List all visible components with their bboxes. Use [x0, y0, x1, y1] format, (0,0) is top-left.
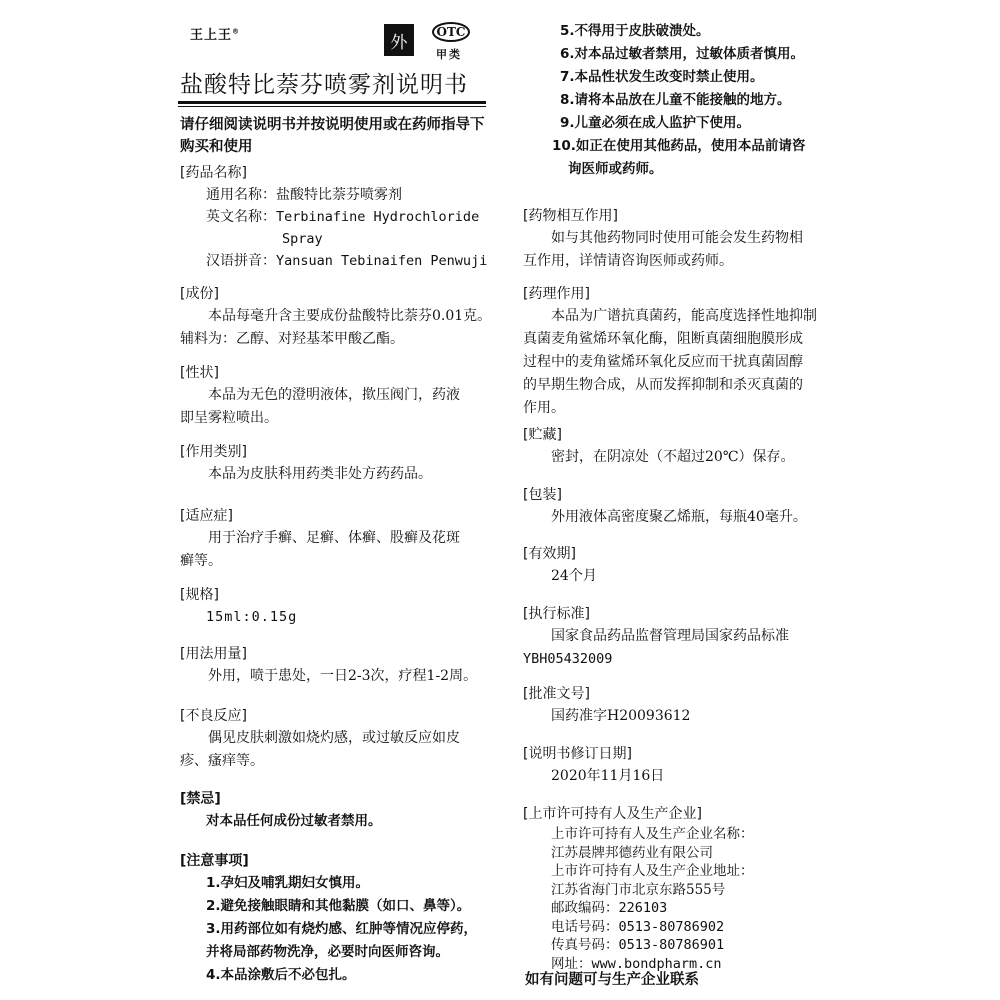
section-heading: [性状] [180, 365, 219, 381]
section-contraindications [180, 788, 500, 833]
section-pharmacology [523, 283, 843, 420]
generic-name-value: 盐酸特比萘芬喷雾剂 [276, 187, 402, 203]
section-package [523, 484, 843, 529]
manufacturer-name: 江苏晨牌邦德药业有限公司 [551, 844, 713, 861]
otc-class-label: 甲类 [436, 48, 462, 61]
precautions-item-10 [552, 135, 852, 181]
phone-label: 电话号码： [551, 918, 619, 935]
body-text: 本品每毫升含主要成份盐酸特比萘芬0.01克。 [208, 308, 492, 324]
section-heading: [执行标准] [523, 606, 590, 622]
section-heading: [贮藏] [523, 427, 562, 443]
body-text: 本品为无色的澄明液体，揿压阀门，药液 [208, 387, 460, 403]
body-text: 如与其他药物同时使用可能会发生药物相 [551, 230, 803, 246]
precaution-item: 7.本品性状发生改变时禁止使用。 [560, 69, 764, 85]
body-text: 对本品任何成份过敏者禁用。 [206, 813, 382, 829]
section-heading: [包装] [523, 487, 562, 503]
section-precautions [180, 850, 510, 987]
section-ingredients [180, 283, 500, 351]
section-dosage [180, 643, 500, 688]
external-use-badge: 外 [384, 24, 414, 56]
section-category [180, 441, 500, 486]
body-text: 癣等。 [180, 553, 222, 569]
body-text: 偶见皮肤刺激如烧灼感，或过敏反应如皮 [208, 730, 460, 746]
body-text: 本品为广谱抗真菌药，能高度选择性地抑制 [551, 308, 817, 324]
website-link[interactable]: www.bondpharm.cn [591, 955, 722, 972]
body-text: 密封，在阴凉处（不超过20℃）保存。 [551, 449, 795, 465]
brand-logo [190, 24, 240, 43]
precautions-continued [560, 20, 860, 135]
section-heading: [不良反应] [180, 708, 247, 724]
body-text: 作用。 [523, 400, 565, 416]
section-heading: [药理作用] [523, 286, 590, 302]
spec-value: 15ml:0.15g [206, 609, 298, 625]
section-heading: [注意事项] [180, 853, 249, 869]
generic-name-label: 通用名称： [206, 187, 276, 203]
document-title: 盐酸特比萘芬喷雾剂说明书 [180, 72, 468, 98]
body-text: 外用液体高密度聚乙烯瓶，每瓶40毫升。 [551, 509, 807, 525]
section-validity [523, 543, 843, 588]
section-adverse [180, 705, 500, 773]
precaution-item-cont: 并将局部药物洗净，必要时向医师咨询。 [206, 944, 449, 960]
precaution-item: 10.如正在使用其他药品，使用本品前请咨 [552, 138, 806, 154]
precaution-item: 4.本品涂敷后不必包扎。 [206, 967, 356, 983]
section-manufacturer [523, 803, 853, 973]
section-heading: [上市许可持有人及生产企业] [523, 806, 702, 822]
website-label: 网址： [551, 955, 592, 972]
body-text: 真菌麦角鲨烯环氧化酶，阻断真菌细胞膜形成 [523, 331, 803, 347]
revision-date: 2020年11月16日 [551, 768, 665, 784]
precaution-item: 1.孕妇及哺乳期妇女慎用。 [206, 875, 370, 891]
postcode-label: 邮政编码： [551, 900, 619, 916]
fax-label: 传真号码： [551, 937, 619, 953]
precaution-item: 6.对本品过敏者禁用，过敏体质者慎用。 [560, 46, 805, 62]
pinyin-value: Yansuan Tebinaifen Penwuji [276, 253, 488, 269]
english-name-value-cont: Spray [282, 231, 323, 247]
postcode-value: 226103 [618, 900, 668, 916]
precaution-item: 9.儿童必须在成人监护下使用。 [560, 115, 751, 131]
body-text: 24个月 [551, 568, 597, 584]
title-rule-thin [178, 106, 486, 107]
section-specification [180, 584, 500, 629]
section-heading: [作用类别] [180, 444, 247, 460]
english-name-label: 英文名称： [206, 209, 276, 225]
section-storage [523, 424, 843, 469]
precaution-item: 2.避免接触眼睛和其他黏膜（如口、鼻等）。 [206, 898, 471, 914]
section-interactions [523, 205, 843, 273]
section-description [180, 362, 500, 430]
body-text: 互作用，详情请咨询医师或药师。 [523, 253, 733, 269]
body-text: 本品为皮肤科用药类非处方药药品。 [208, 466, 432, 482]
manufacturer-address: 江苏省海门市北京东路555号 [551, 881, 726, 898]
standard-code: YBH05432009 [523, 651, 613, 667]
approval-number: 国药准字H20093612 [551, 708, 691, 724]
section-revision [523, 743, 843, 788]
section-heading: [适应症] [180, 508, 233, 524]
section-standard [523, 603, 843, 671]
section-heading: [禁忌] [180, 791, 221, 807]
english-name-value: Terbinafine Hydrochloride [276, 209, 480, 225]
footer-contact-note: 如有问题可与生产企业联系 [525, 972, 699, 988]
precaution-item: 3.用药部位如有烧灼感、红肿等情况应停药， [206, 921, 478, 937]
section-heading: [药品名称] [180, 165, 247, 181]
section-heading: [批准文号] [523, 686, 590, 702]
manufacturer-name-label: 上市许可持有人及生产企业名称： [551, 826, 754, 842]
pinyin-label: 汉语拼音： [206, 253, 276, 269]
section-approval [523, 683, 843, 728]
section-heading: [有效期] [523, 546, 576, 562]
section-drug-name [180, 162, 500, 272]
body-text: 即呈雾粒喷出。 [180, 410, 278, 426]
precaution-item-cont: 询医师或药师。 [568, 161, 663, 177]
title-rule-thick [178, 101, 486, 104]
body-text: 疹、瘙痒等。 [180, 753, 264, 769]
precaution-item: 5.不得用于皮肤破溃处。 [560, 23, 710, 39]
fax-value: 0513-80786901 [618, 937, 725, 953]
read-warning [180, 114, 498, 158]
section-heading: [用法用量] [180, 646, 247, 662]
section-heading: [说明书修订日期] [523, 746, 632, 762]
warning-line: 购买和使用 [180, 139, 253, 155]
body-text: 用于治疗手癣、足癣、体癣、股癣及花斑 [208, 530, 460, 546]
registered-mark: ® [232, 27, 241, 36]
section-indications [180, 505, 500, 573]
body-text: 过程中的麦角鲨烯环氧化反应而干扰真菌固醇 [523, 354, 803, 370]
otc-badge: OTC [432, 22, 470, 42]
body-text: 国家食品药品监督管理局国家药品标准 [551, 628, 789, 644]
warning-line: 请仔细阅读说明书并按说明使用或在药师指导下 [180, 117, 485, 133]
phone-value: 0513-80786902 [618, 918, 725, 935]
section-heading: [药物相互作用] [523, 208, 618, 224]
body-text: 辅料为：乙醇、对羟基苯甲酸乙酯。 [180, 331, 404, 347]
body-text: 的早期生物合成，从而发挥抑制和杀灭真菌的 [523, 377, 803, 393]
manufacturer-address-label: 上市许可持有人及生产企业地址： [551, 863, 754, 879]
precaution-item: 8.请将本品放在儿童不能接触的地方。 [560, 92, 791, 108]
section-heading: [规格] [180, 587, 219, 603]
brand-name: 王上王 [190, 28, 233, 43]
section-heading: [成份] [180, 286, 219, 302]
body-text: 外用，喷于患处，一日2-3次，疗程1-2周。 [208, 668, 478, 684]
